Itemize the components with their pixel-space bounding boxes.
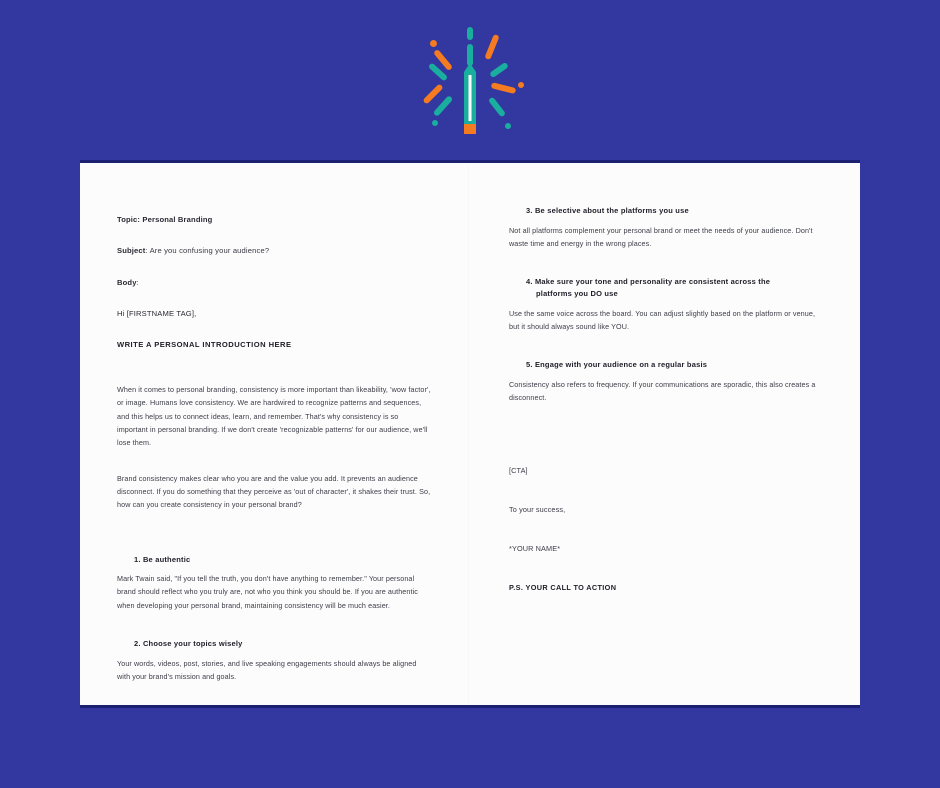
signoff-line: To your success, [509,505,566,515]
pencil-glyph [464,63,476,134]
sender-name-placeholder: *YOUR NAME* [509,544,561,554]
pencil-sparkle-logo [410,20,530,140]
body-paragraph: When it comes to personal branding, consistency is more important than likeability, 'wow factor', or image. Humans love consistency. We are hardwired to recognize patterns and sequences, and this helps us to connect ideas, learn, and remember. That's why consistency is so important in personal branding. If we don't create 'recognizable patterns' for our audience, we'll lose them. [117,385,431,448]
greeting-line: Hi [FIRSTNAME TAG], [117,308,197,318]
body-value: : [136,277,139,287]
body-label: Body [117,277,137,287]
topic-label: Topic: [117,215,141,224]
section-heading-1: 1. Be authentic [134,554,191,564]
section-heading-5-text: 5. Engage with your audience on a regular basis [526,360,708,370]
section-body-4: Use the same voice across the board. You can adjust slightly based on the platform or venue, but it should always sound like YOU. [509,308,816,331]
pencil-sparkle-icon [410,20,530,140]
section-heading-3 [509,205,820,217]
ps-line: P.S. YOUR CALL TO ACTION [509,583,617,593]
topic-value: Personal Branding [140,215,213,224]
body-line [117,278,431,288]
section-heading-2: 2. Choose your topics wisely [134,639,243,649]
intro-placeholder-heading: WRITE A PERSONAL INTRODUCTION HERE [117,340,292,349]
document-spread [80,160,860,708]
section-body-5: Consistency also refers to frequency. If your communications are sporadic, this also creates a disconnect. [509,379,816,403]
section-body-1: Mark Twain said, "If you tell the truth, you don't have anything to remember." Your personal brand should reflect who you truly are, not who you think you should be. If you are authentic when developing your personal brand, maintaining consistency will be much easier. [117,574,418,610]
section-body-3: Not all platforms complement your personal brand or meet the needs of your audience. Don't waste time and energy in the wrong places. [509,225,813,248]
section-heading-4-text: 4. Make sure your tone and personality are consistent across the [526,277,771,287]
document-page-left [80,163,469,705]
section-spacer [117,534,431,554]
section-heading-5 [509,359,820,371]
section-heading-4 [509,276,820,299]
section-heading-3-text: 3. Be selective about the platforms you use [526,206,689,215]
subject-value: : Are you confusing your audience? [145,246,270,256]
document-page-right [469,163,860,705]
subject-line [117,246,431,256]
section-heading-4-cont: platforms you DO use [536,288,618,298]
body-paragraph: Brand consistency makes clear who you are and the value you add. It prevents an audience disconnect. If you do something that they perceive as 'out of character', it shakes their trust. So, how can you create consistency in your personal brand? [117,473,431,510]
subject-label: Subject [117,246,146,256]
section-body-2: Your words, videos, post, stories, and live speaking engagements should always be aligned with your brand's mission and goals. [117,658,417,681]
cta-placeholder: [CTA] [509,466,528,476]
topic-line [117,215,431,225]
